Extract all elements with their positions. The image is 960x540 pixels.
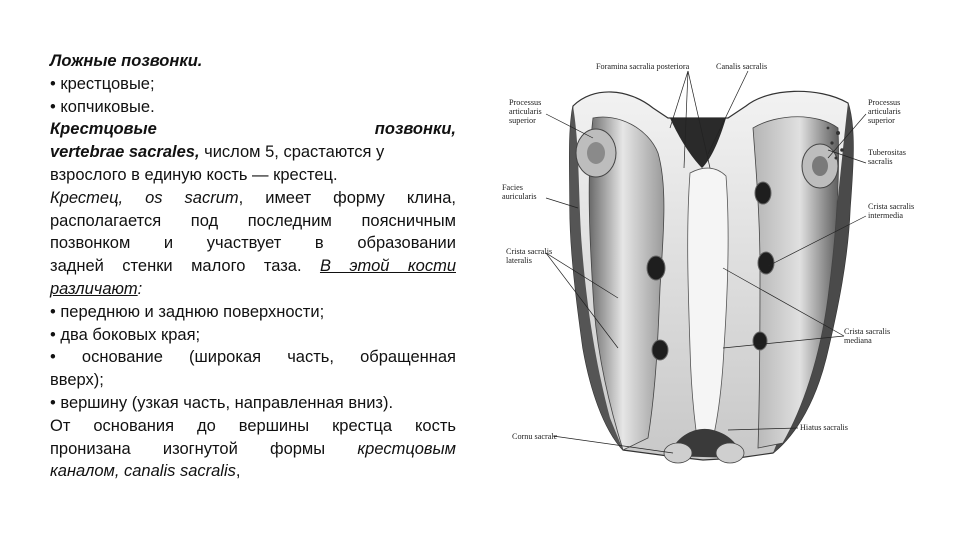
canal-term-latin: canalis sacralis xyxy=(119,462,236,481)
canal-comma: , xyxy=(235,462,241,481)
canal-term: крестцовым xyxy=(357,439,456,458)
sacrum-ru: Крестец, xyxy=(50,188,124,207)
label-hiatus: Hiatus sacralis xyxy=(800,423,848,432)
list-item: • вершину (узкая часть, направленная вниз). xyxy=(50,393,394,412)
sacrum-desc-4: задней стенки малого таза. xyxy=(50,257,320,276)
paragraph-line: От основания до вершины крестца кость xyxy=(50,416,456,435)
label-crista-lateralis: Crista sacralis xyxy=(506,247,553,256)
canal-term-ru: каналом, xyxy=(50,462,120,481)
label-crista-mediana: Crista sacralis xyxy=(844,327,891,336)
text-content xyxy=(50,50,456,483)
list-item-cont: вверх); xyxy=(50,371,104,390)
paragraph-line xyxy=(50,438,456,461)
label-proc-left-3: superior xyxy=(509,116,536,125)
label-crista-intermedia: Crista sacralis xyxy=(868,202,915,211)
paragraph-line: располагается под последним поясничным xyxy=(50,211,456,230)
paragraph-line xyxy=(50,255,456,278)
sacral-desc: числом 5, срастаются у xyxy=(199,143,385,162)
paragraph-line: взрослого в единую кость — крестец. xyxy=(50,165,338,184)
cornu-right xyxy=(716,443,744,463)
distinguish-phrase-end: различают xyxy=(50,279,138,298)
label-cornu: Cornu sacrale xyxy=(512,432,558,441)
paragraph-line: позвонком и участвует в образовании xyxy=(50,234,456,253)
list-item: • два боковых края; xyxy=(50,325,201,344)
distinguish-phrase: В этой кости xyxy=(319,257,456,276)
label-proc-left-2: articularis xyxy=(509,107,542,116)
paragraph-line xyxy=(50,460,456,483)
sacrum-desc: , имеет форму клина, xyxy=(238,188,457,207)
label-proc-right: Processus xyxy=(868,98,901,107)
label-tuberositas: Tuberositas xyxy=(868,148,906,157)
label-foramina: Foramina sacralia posteriora xyxy=(596,62,690,71)
list-item: • основание (широкая часть, обращенная xyxy=(50,348,456,367)
label-proc-left: Processus xyxy=(509,98,542,107)
label-canalis: Canalis sacralis xyxy=(716,62,768,71)
sacrum-line xyxy=(50,187,456,210)
sacral-title-b: позвонки, xyxy=(374,120,456,139)
label-crista-lateralis-2: lateralis xyxy=(506,256,532,265)
bullet-item: • копчиковые. xyxy=(50,97,155,116)
label-crista-intermedia-2: intermedia xyxy=(868,211,904,220)
sacral-latin: vertebrae sacrales, xyxy=(50,143,200,162)
sacrum-illustration xyxy=(498,58,938,478)
bullet-item: • крестцовые; xyxy=(50,74,155,93)
label-facies-2: auricularis xyxy=(502,192,537,201)
paragraph-line xyxy=(50,278,456,301)
label-proc-right-2: articularis xyxy=(868,107,901,116)
cornu-left xyxy=(664,443,692,463)
sacrum-latin: os sacrum xyxy=(123,188,239,207)
label-tuberositas-2: sacralis xyxy=(868,157,893,166)
sacral-title-a: Крестцовые xyxy=(50,120,157,139)
canal-desc: пронизана изогнутой формы xyxy=(50,439,358,458)
heading: Ложные позвонки. xyxy=(50,52,203,70)
label-crista-mediana-2: mediana xyxy=(844,336,872,345)
colon: : xyxy=(137,279,143,298)
label-facies: Facies xyxy=(502,183,523,192)
sacral-desc-line xyxy=(50,141,456,164)
label-proc-right-3: superior xyxy=(868,116,895,125)
list-item: • переднюю и заднюю поверхности; xyxy=(50,302,325,321)
sacral-title-line xyxy=(50,118,456,141)
